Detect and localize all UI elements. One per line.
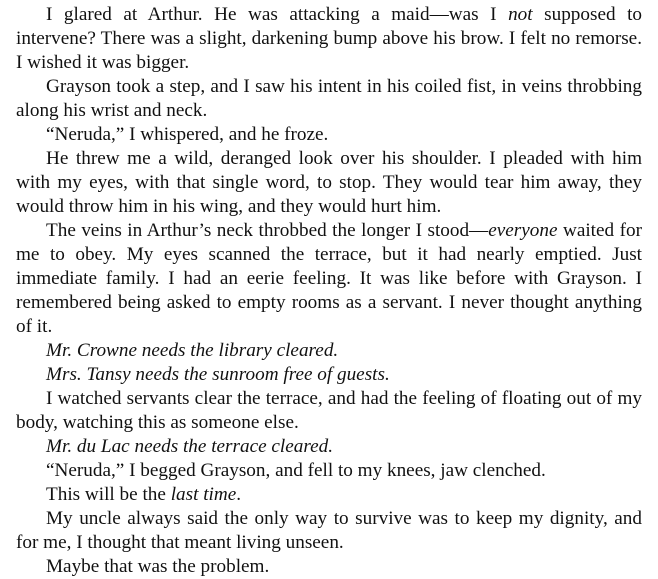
text-run: intervene? There was a slight, darkening bump above his brow. I felt no remorse. I wished it was bigger. — [16, 28, 642, 73]
paragraph-servants-clear: I watched servants clear the terrace, and had the feeling of floating out of my body, watching this as someone else. — [16, 388, 642, 433]
paragraph-terrace-cleared: Mr. du Lac needs the terrace cleared. — [46, 436, 334, 457]
text-run: I glared at Arthur. He was attacking a maid—was I — [46, 4, 509, 25]
paragraph-library-cleared: Mr. Crowne needs the library cleared. — [46, 340, 339, 361]
paragraph-wild-look: He threw me a wild, deranged look over his shoulder. I pleaded with him with my eyes, with that single word, to stop. They would tear him away, they would throw him in his wing, and they would hurt him. — [16, 148, 642, 217]
paragraph-first-line — [46, 4, 642, 25]
paragraph-last-time — [16, 483, 642, 507]
emphasis-everyone: everyone — [488, 220, 558, 241]
text-run: The veins in Arthur’s neck throbbed the longer I stood— — [46, 220, 489, 241]
paragraph-uncle-dignity: My uncle always said the only way to survive was to keep my dignity, and for me, I thought that meant living unseen. — [16, 508, 642, 553]
emphasis-last-time: last time — [170, 484, 237, 505]
paragraph-begged-grayson: “Neruda,” I begged Grayson, and fell to my knees, jaw clenched. — [46, 460, 546, 481]
text-run: This will be the — [46, 484, 171, 505]
paragraph-grayson-step: Grayson took a step, and I saw his intent in his coiled fist, in veins throbbing along his wrist and neck. — [16, 76, 642, 121]
text-run: waited for me to obey. My eyes scanned the terrace, but it had nearly emptied. Just immediate family. I had an eerie feeling. It was like before with Grayson. I remembered being asked to empty rooms as a servant. I never thought anything of it. — [16, 220, 642, 337]
paragraph-the-problem: Maybe that was the problem. — [46, 556, 270, 577]
paragraph-sunroom-free: Mrs. Tansy needs the sunroom free of guests. — [46, 364, 390, 385]
text-run: supposed to — [532, 4, 642, 25]
text-run: . — [236, 484, 242, 505]
emphasis-not: not — [508, 4, 533, 25]
paragraph-neruda-whisper: “Neruda,” I whispered, and he froze. — [46, 124, 329, 145]
paragraph-veins-throbbed — [16, 219, 642, 339]
paragraph-arthur-glare — [16, 3, 642, 75]
